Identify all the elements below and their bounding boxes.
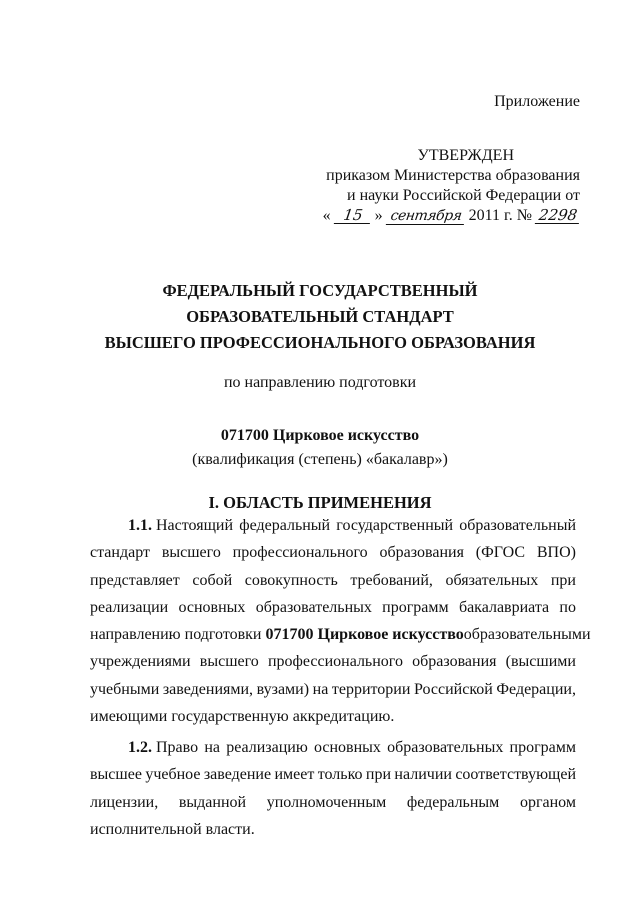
p1-word: представляет bbox=[90, 571, 180, 589]
p2-word: органом bbox=[519, 793, 576, 811]
p1-word: бакалавриата bbox=[458, 598, 550, 616]
p2-line-4: исполнительной власти. bbox=[90, 820, 255, 838]
order-date-line bbox=[0, 206, 580, 226]
p1-line-7 bbox=[90, 676, 576, 703]
p1-line-4 bbox=[90, 594, 576, 621]
p1-word: образования bbox=[379, 544, 464, 562]
p2-word: образовательных bbox=[387, 739, 504, 756]
handwritten-order-number: 2298 bbox=[535, 207, 581, 224]
p1-line-8: имеющими государственную аккредитацию. bbox=[90, 708, 395, 726]
p1-word: (высшими bbox=[505, 653, 576, 671]
p1-word: учебными bbox=[90, 680, 160, 698]
p1-word: собой bbox=[192, 571, 233, 589]
p1-line-6 bbox=[90, 648, 576, 675]
p2-word: высшее bbox=[90, 766, 142, 784]
p1-word: образовательных bbox=[255, 598, 372, 616]
p1-word: обязательных bbox=[445, 571, 539, 589]
approved-label: УТВЕРЖДЕН bbox=[417, 147, 514, 164]
p1-word: вузами) bbox=[256, 680, 310, 698]
date-year: 2011 г. № bbox=[468, 207, 532, 224]
date-open-quote: « bbox=[322, 207, 331, 224]
p1-word: по bbox=[559, 598, 576, 616]
p2-line-1 bbox=[90, 734, 576, 761]
p2-word: только bbox=[317, 766, 363, 784]
p1-word: ВПО) bbox=[536, 544, 576, 562]
speciality-block bbox=[0, 424, 640, 472]
p1-word: стандарт bbox=[90, 544, 150, 562]
p2-word: на bbox=[204, 739, 220, 756]
p1-word: Российской bbox=[413, 680, 493, 698]
p2-word: выданной bbox=[178, 793, 247, 811]
order-line-2: и науки Российской Федерации от bbox=[347, 187, 580, 204]
date-close-quote: » bbox=[374, 207, 383, 224]
p1-word: Настоящий bbox=[152, 517, 234, 534]
p2-word: заведение bbox=[203, 766, 272, 784]
p1-speciality-bold: 071700 Цирковое искусство bbox=[265, 626, 464, 644]
title-line-2: ОБРАЗОВАТЕЛЬНЫЙ СТАНДАРТ bbox=[186, 307, 454, 326]
p1-line-1 bbox=[90, 512, 576, 539]
p1-line-3 bbox=[90, 567, 576, 594]
p1-word: заведениями, bbox=[162, 680, 254, 698]
title-line-3: ВЫСШЕГО ПРОФЕССИОНАЛЬНОГО ОБРАЗОВАНИЯ bbox=[104, 333, 536, 352]
p1-word: территории bbox=[331, 680, 411, 698]
p2-word: имеет bbox=[274, 766, 315, 784]
p1-word: образования bbox=[412, 653, 497, 671]
p1-text: образовательными bbox=[463, 626, 591, 644]
paragraph-1-2 bbox=[90, 734, 576, 843]
p2-word: уполномоченным bbox=[266, 793, 387, 811]
handwritten-day: 15 bbox=[333, 207, 371, 224]
title-line-1: ФЕДЕРАЛЬНЫЙ ГОСУДАРСТВЕННЫЙ bbox=[162, 281, 478, 300]
p1-word: учреждениями bbox=[90, 653, 191, 671]
p1-line-2 bbox=[90, 539, 576, 566]
p2-word: лицензии, bbox=[90, 793, 159, 811]
p2-word: наличии bbox=[394, 766, 452, 784]
p1-word: профессионального bbox=[267, 653, 403, 671]
qualification: (квалификация (степень) «бакалавр») bbox=[192, 451, 448, 468]
p1-word: основных bbox=[178, 598, 246, 616]
speciality-code-name: 071700 Цирковое искусство bbox=[220, 427, 420, 444]
p1-word: образовательный bbox=[459, 517, 576, 534]
order-line-1: приказом Министерства образования bbox=[326, 167, 580, 184]
section-heading: I. ОБЛАСТЬ ПРИМЕНЕНИЯ bbox=[208, 493, 432, 512]
p2-word: соответствующей bbox=[455, 766, 576, 784]
document-title bbox=[0, 278, 640, 356]
p1-text: направлению подготовки bbox=[90, 626, 266, 644]
p1-word: федеральный bbox=[239, 517, 331, 534]
p1-word: совокупность bbox=[244, 571, 338, 589]
appendix-label: Приложение bbox=[494, 93, 580, 110]
p1-word: реализации bbox=[90, 598, 169, 616]
p1-line-5 bbox=[90, 621, 591, 648]
p1-word: требований, bbox=[350, 571, 433, 589]
p1-word: на bbox=[312, 680, 329, 698]
p2-word: федеральным bbox=[406, 793, 500, 811]
p2-word: основных bbox=[313, 739, 381, 756]
p1-word: программ bbox=[382, 598, 449, 616]
p1-word: профессионального bbox=[232, 544, 368, 562]
p1-number: 1.1. bbox=[128, 517, 152, 534]
p2-line-3 bbox=[90, 789, 576, 816]
p2-number: 1.2. bbox=[128, 739, 152, 756]
p2-line-2 bbox=[90, 761, 576, 788]
p2-word: программ bbox=[509, 739, 576, 756]
approval-block bbox=[0, 146, 580, 226]
p2-word: Право bbox=[152, 739, 199, 756]
p2-word: реализацию bbox=[226, 739, 308, 756]
p1-word: (ФГОС bbox=[475, 544, 526, 562]
p1-word: высшего bbox=[199, 653, 259, 671]
p2-word: при bbox=[365, 766, 392, 784]
p1-word: Федерации, bbox=[496, 680, 576, 698]
paragraph-1-1 bbox=[90, 512, 591, 730]
p1-word: государственный bbox=[336, 517, 454, 534]
p1-word: при bbox=[550, 571, 576, 589]
handwritten-month: сентября bbox=[385, 208, 465, 225]
p2-word: учебное bbox=[145, 766, 201, 784]
p1-word: высшего bbox=[161, 544, 221, 562]
direction-label: по направлению подготовки bbox=[223, 374, 417, 391]
